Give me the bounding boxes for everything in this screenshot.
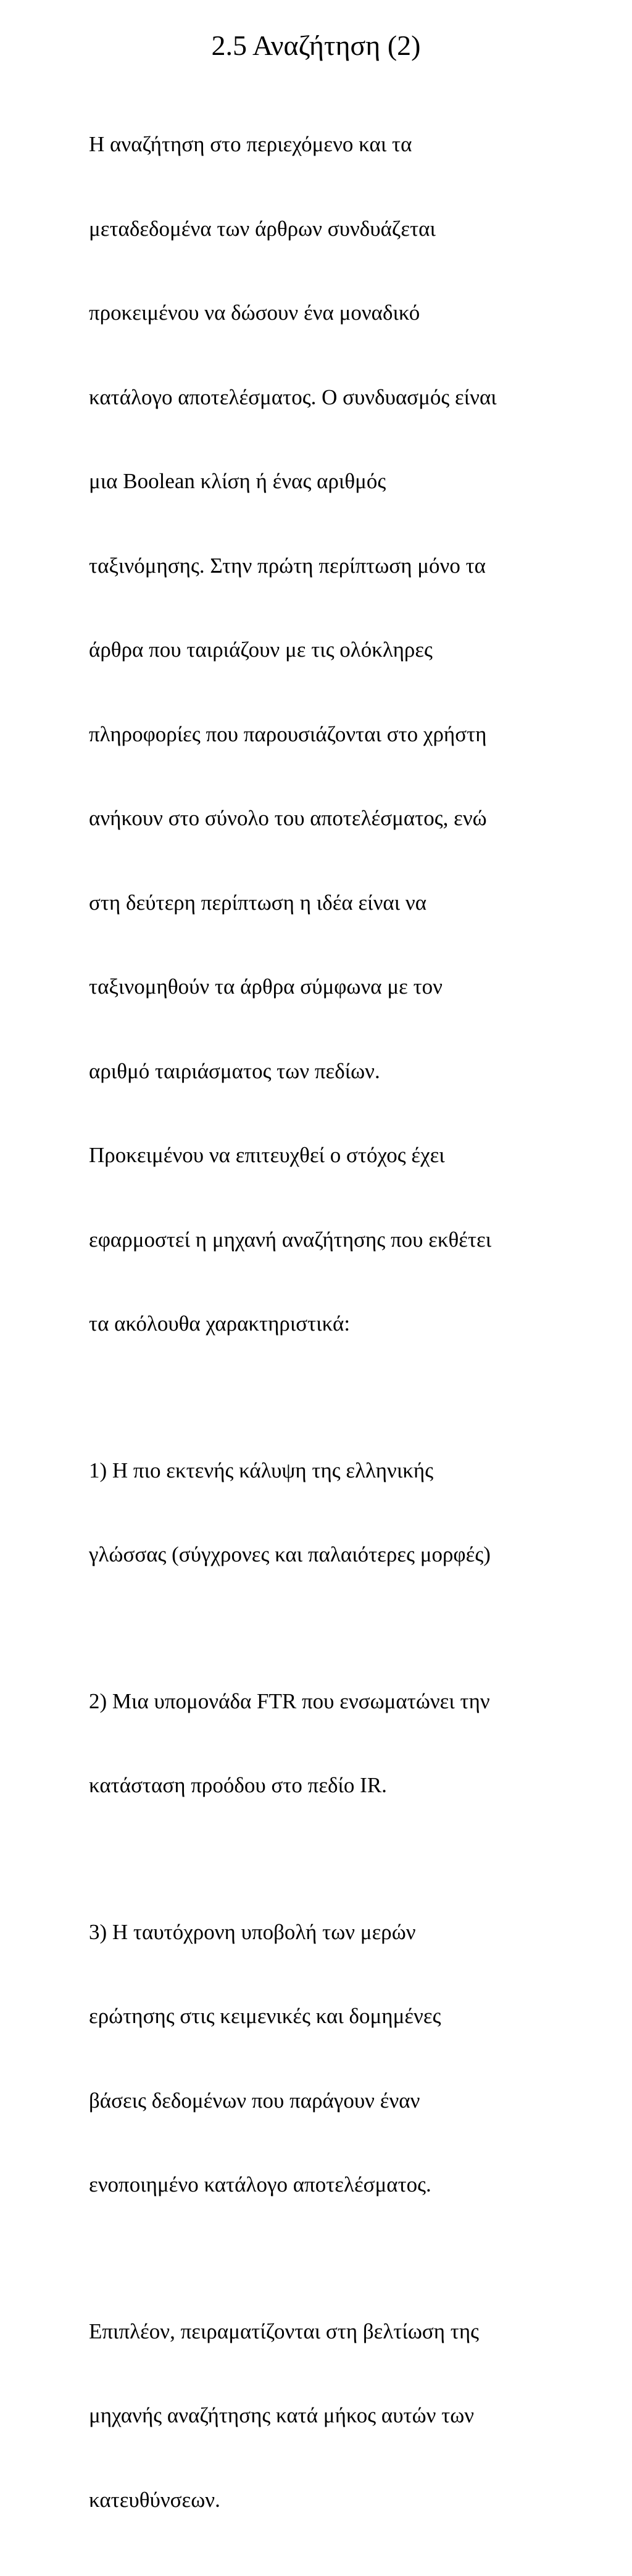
list-item-2 (89, 1631, 583, 1856)
text-line: στη δεύτερη περίπτωση η ιδέα είναι να (89, 890, 427, 915)
text-line: κατάσταση προόδου στο πεδίο IR. (89, 1773, 387, 1797)
text-line: εφαρμοστεί η μηχανή αναζήτησης που εκθέτει (89, 1227, 492, 1252)
text-line: Προκειμένου να επιτευχθεί ο στόχος έχει (89, 1143, 445, 1167)
text-line: πληροφορίες που παρουσιάζονται στο χρήστη (89, 721, 487, 746)
text-line: ερώτησης στις κειμενικές και δομημένες (89, 2004, 441, 2028)
text-line: 1) Η πιο εκτενής κάλυψη της ελληνικής (89, 1458, 434, 1482)
text-line: γλώσσας (σύγχρονες και παλαιότερες μορφές) (89, 1542, 491, 1566)
text-line: αριθμό ταιριάσματος των πεδίων. (89, 1058, 380, 1083)
text-line: Επιπλέον, πειραματίζονται στη βελτίωση της (89, 2319, 480, 2343)
text-line: Η αναζήτηση στο περιεχόμενο και τα (89, 132, 412, 156)
text-line: μεταδεδομένα των άρθρων συνδυάζεται (89, 216, 436, 241)
text-line: βάσεις δεδομένων που παράγουν έναν (89, 2088, 420, 2113)
text-line: ανήκουν στο σύνολο του αποτελέσματος, ενώ (89, 806, 487, 830)
slide-body (89, 74, 583, 2576)
list-item-3 (89, 1862, 583, 2255)
paragraph-intro (89, 74, 583, 1394)
text-line: ταξινομηθούν τα άρθρα σύμφωνα με τον (89, 974, 443, 999)
list-item-1 (89, 1400, 583, 1625)
text-line: ενοποιημένο κατάλογο αποτελέσματος. (89, 2172, 431, 2196)
text-line: 3) Η ταυτόχρονη υποβολή των μερών (89, 1919, 416, 1944)
text-line: άρθρα που ταιριάζουν με τις ολόκληρες (89, 638, 433, 662)
text-line: κατευθύνσεων. (89, 2487, 220, 2512)
text-line: κατάλογο αποτελέσματος. Ο συνδυασμός είναι (89, 384, 497, 409)
slide-title: 2.5 Αναζήτηση (2) (211, 30, 421, 61)
text-line: 2) Μια υπομονάδα FTR που ενσωματώνει την (89, 1689, 490, 1713)
text-line: τα ακόλουθα χαρακτηριστικά: (89, 1311, 351, 1336)
text-line: ταξινόμησης. Στην πρώτη περίπτωση μόνο τα (89, 553, 486, 578)
paragraph-conclusion (89, 2261, 583, 2570)
text-line: προκειμένου να δώσουν ένα μοναδικό (89, 301, 420, 325)
text-line: μια Boolean κλίση ή ένας αριθμός (89, 469, 386, 493)
text-line: μηχανής αναζήτησης κατά μήκος αυτών των (89, 2403, 475, 2427)
